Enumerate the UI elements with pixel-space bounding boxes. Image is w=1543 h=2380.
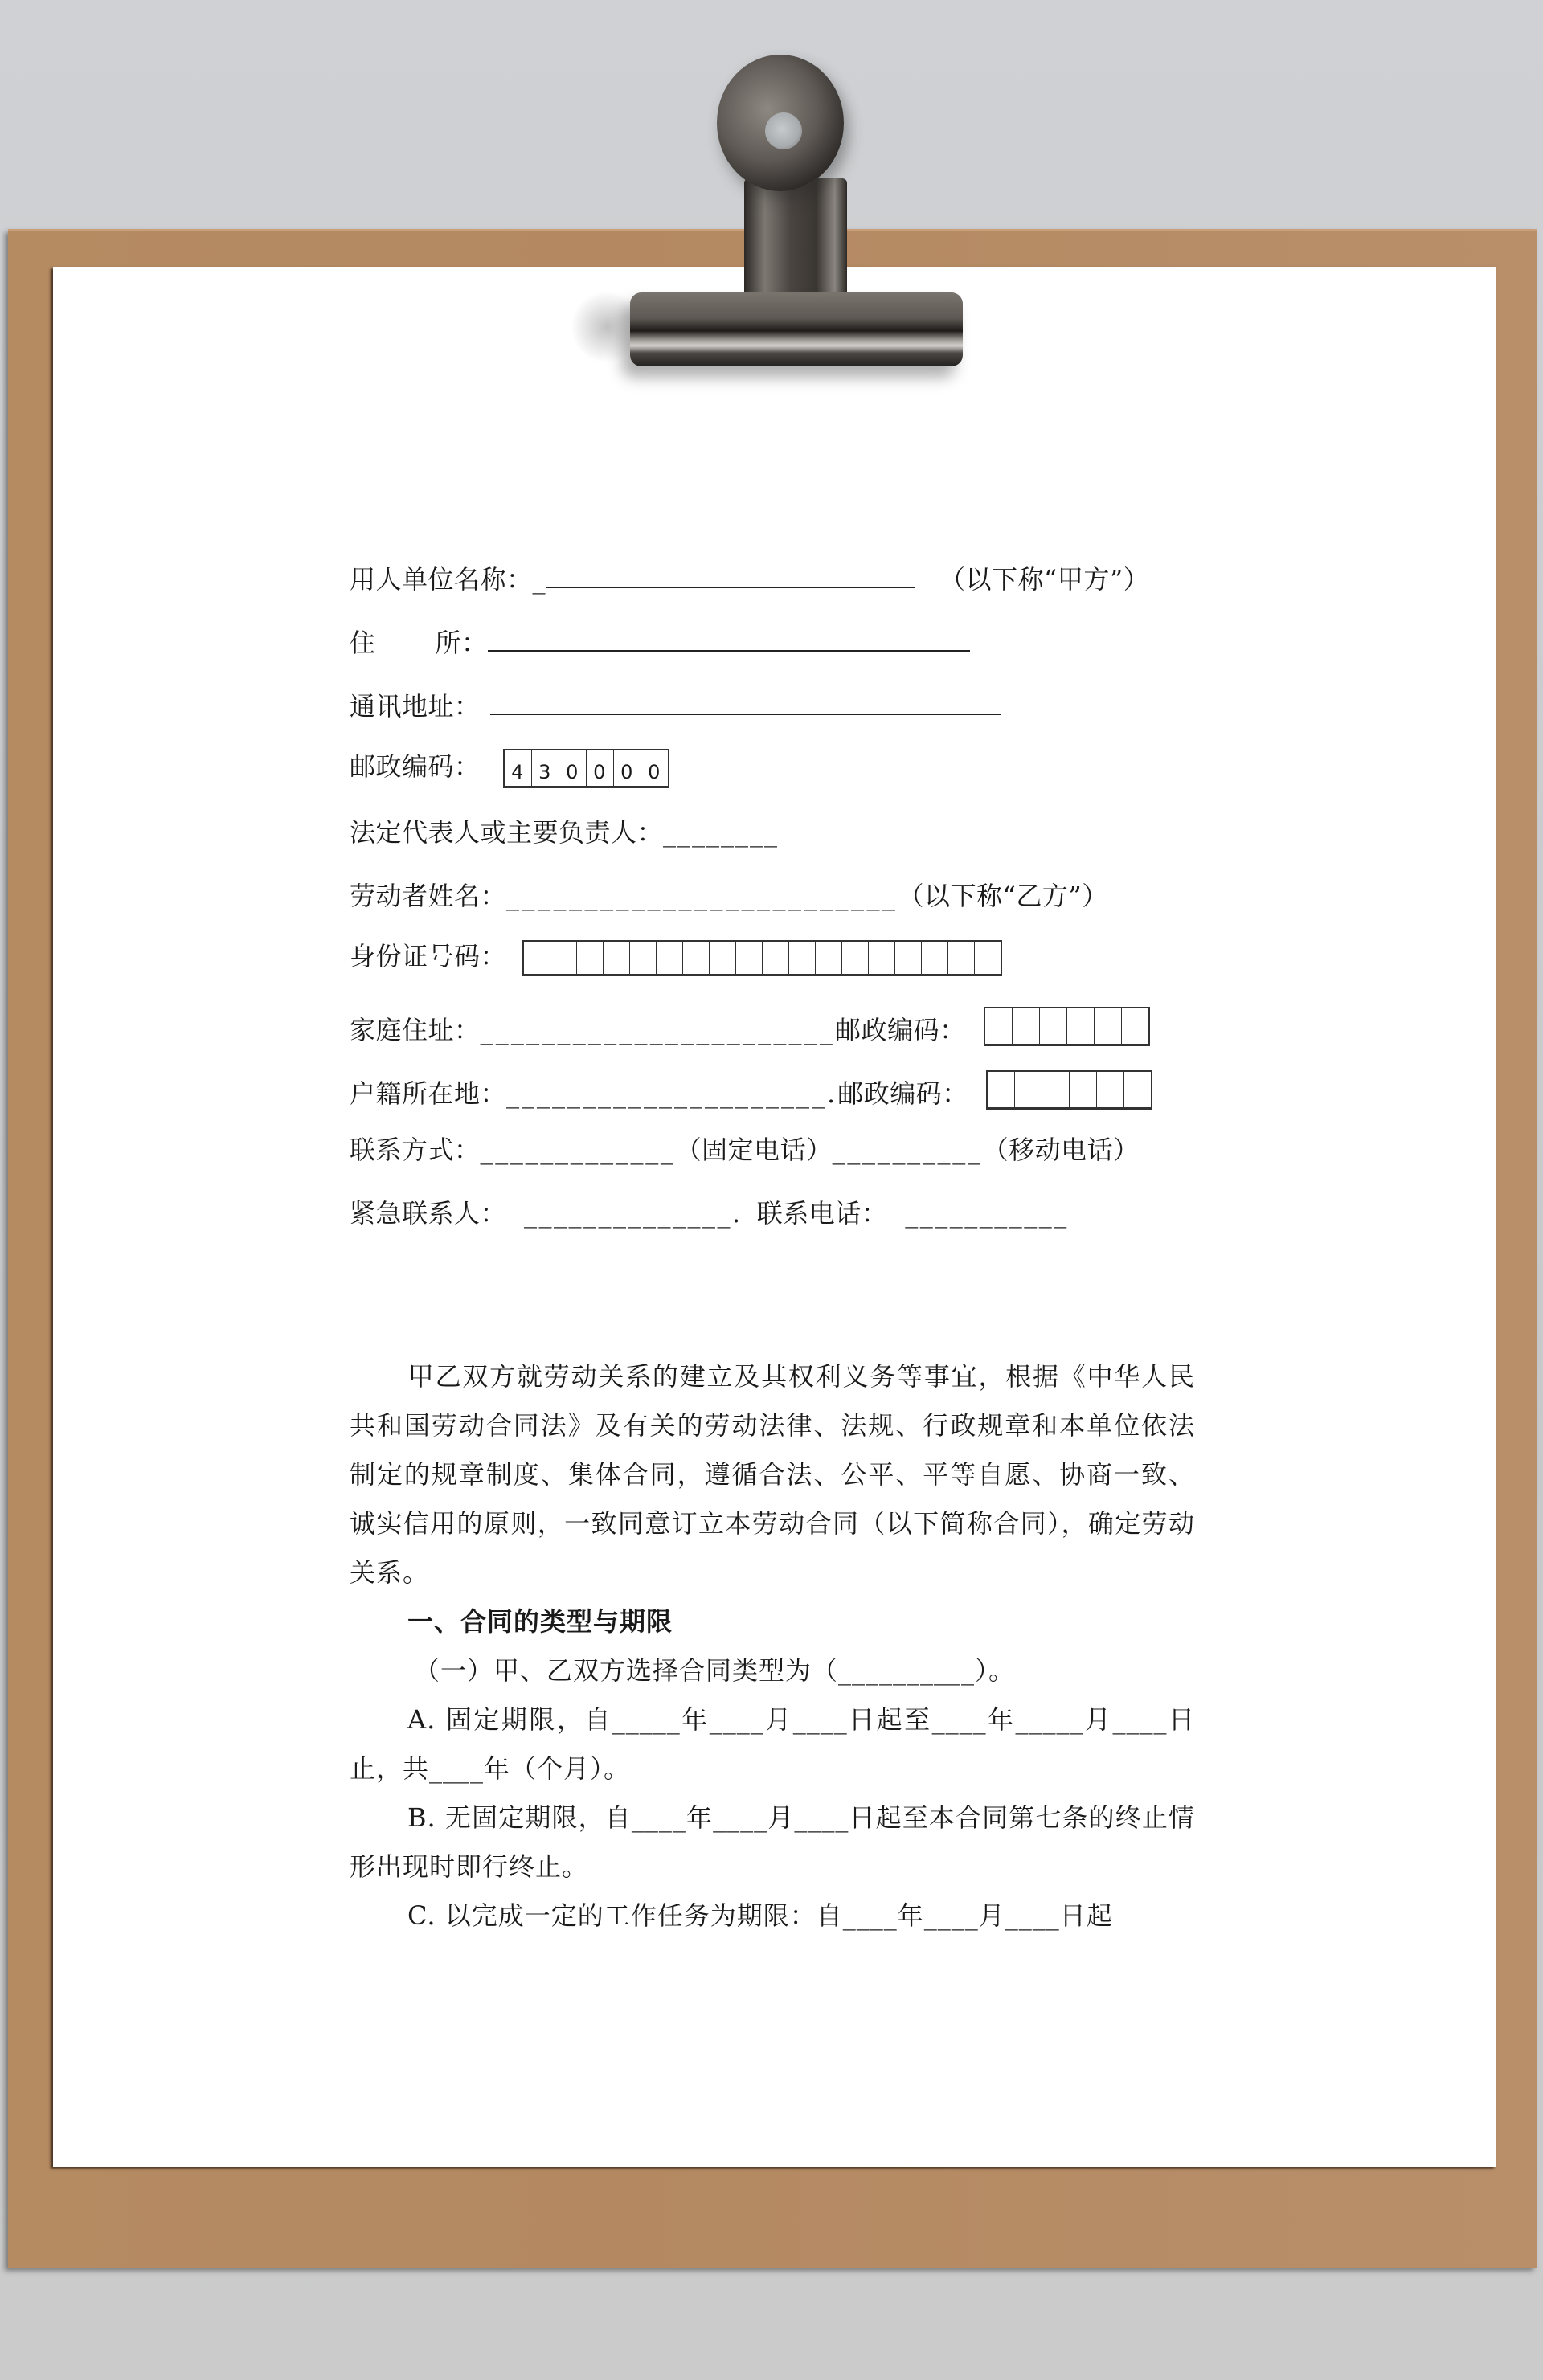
hukou-postal-boxes[interactable] (986, 1070, 1152, 1110)
hukou-postal-label: 邮政编码： (837, 1078, 968, 1109)
section-1-title: 一、合同的类型与期限 (407, 1606, 673, 1637)
id-digit-box (948, 942, 975, 974)
mailing-address-label: 通讯地址： (350, 691, 481, 722)
postal-box (1097, 1072, 1124, 1107)
postal-box (1040, 1008, 1067, 1044)
id-digit-box (630, 942, 657, 974)
postal-box (1015, 1072, 1042, 1107)
emergency-contact-field[interactable]: ______________. (524, 1198, 743, 1229)
mailing-address-field[interactable] (490, 689, 1001, 715)
emergency-contact-row (350, 1197, 1069, 1229)
option-a (350, 1695, 1195, 1793)
id-digit-box (789, 942, 816, 974)
id-digit-box (736, 942, 763, 974)
postal-digit: 0 (614, 750, 641, 786)
postal-box (1067, 1008, 1095, 1044)
id-digit-box (577, 942, 604, 974)
contact-row (350, 1134, 1140, 1166)
postal-box (1042, 1072, 1070, 1107)
mobile-label: （移动电话） (982, 1135, 1140, 1165)
home-address-row (350, 1007, 1150, 1046)
id-digit-box (842, 942, 869, 974)
id-digit-box (524, 942, 550, 974)
postal-code-row (350, 749, 669, 788)
postal-box (988, 1072, 1015, 1107)
hukou-label: 户籍所在地： (350, 1078, 507, 1109)
postal-box (1070, 1072, 1097, 1107)
id-digit-box (763, 942, 789, 974)
postal-box (1122, 1008, 1148, 1044)
hukou-field[interactable]: _____________________. (506, 1078, 838, 1109)
postal-box (1095, 1008, 1122, 1044)
postal-digit: 4 (505, 750, 532, 786)
home-postal-boxes[interactable] (984, 1007, 1150, 1046)
postal-code-boxes[interactable] (503, 749, 669, 788)
postal-box (1124, 1072, 1151, 1107)
id-digit-box (869, 942, 895, 974)
id-digit-box (604, 942, 630, 974)
option-b-text: B. 无固定期限，自____年____月____日起至本合同第七条的终止情形出现时即行终止。 (350, 1802, 1195, 1882)
id-number-label: 身份证号码： (350, 941, 507, 971)
employer-name-label: 用人单位名称： (350, 564, 533, 595)
section-1-heading (350, 1597, 1195, 1646)
id-number-boxes[interactable] (522, 940, 1002, 976)
hukou-row (350, 1070, 1152, 1110)
home-address-label: 家庭住址： (350, 1015, 481, 1045)
worker-name-field[interactable]: _________________________ (506, 881, 898, 911)
postal-digit: 0 (587, 750, 614, 786)
landline-field[interactable]: _____________ (480, 1135, 676, 1165)
option-c-text: C. 以完成一定的工作任务为期限：自____年____月____日起 (407, 1900, 1113, 1931)
contact-label: 联系方式： (350, 1135, 481, 1165)
option-b (350, 1793, 1195, 1891)
emergency-phone-field[interactable]: ___________ (905, 1198, 1069, 1229)
residence-row (350, 626, 970, 659)
postal-box (1013, 1008, 1040, 1044)
preamble-paragraph (350, 1352, 1195, 1597)
emergency-contact-label: 紧急联系人： (350, 1198, 507, 1229)
id-digit-box (895, 942, 922, 974)
clause-1 (350, 1646, 1195, 1695)
legal-rep-label: 法定代表人或主要负责人： (350, 817, 664, 848)
id-digit-box (550, 942, 577, 974)
worker-alias: （以下称“乙方”） (898, 881, 1108, 911)
postal-code-label: 邮政编码： (350, 751, 481, 782)
id-digit-box (710, 942, 736, 974)
id-number-row (350, 940, 1002, 976)
id-digit-box (683, 942, 710, 974)
employer-name-underline (546, 562, 915, 588)
worker-name-row (350, 880, 1108, 912)
residence-label-1: 住 (350, 628, 376, 658)
residence-label-2: 所： (435, 628, 488, 658)
option-a-text: A. 固定期限，自_____年____月____日起至____年_____月____日止，共____年（个月）。 (350, 1704, 1195, 1784)
mobile-field[interactable]: __________ (832, 1135, 983, 1165)
employer-name-field[interactable]: _ (533, 564, 916, 595)
emergency-phone-label: 联系电话： (756, 1198, 888, 1229)
mailing-address-row (350, 689, 1001, 722)
home-address-field[interactable]: _______________________ (480, 1015, 836, 1045)
id-digit-box (657, 942, 683, 974)
id-digit-box (975, 942, 1001, 974)
home-postal-label: 邮政编码： (835, 1015, 966, 1045)
legal-rep-field[interactable]: ________ (663, 817, 780, 848)
postal-box (985, 1008, 1013, 1044)
landline-label: （固定电话） (675, 1135, 833, 1165)
option-c (350, 1891, 1195, 1940)
postal-digit: 0 (559, 750, 587, 786)
id-digit-box (816, 942, 842, 974)
postal-digit: 3 (532, 750, 559, 786)
postal-digit: 0 (648, 761, 661, 783)
preamble-text: 甲乙双方就劳动关系的建立及其权利义务等事宜，根据《中华人民共和国劳动合同法》及有关的劳动法律、法规、行政规章和本单位依法制定的规章制度、集体合同，遵循合法、公平、平等自愿、协商一致、诚实信用的原则，一致同意订立本劳动合同（以下简称合同），确定劳动关系。 (350, 1361, 1195, 1588)
id-digit-box (922, 942, 948, 974)
employer-alias: （以下称“甲方”） (939, 564, 1150, 595)
residence-field[interactable] (488, 626, 970, 652)
legal-rep-row (350, 816, 779, 849)
employer-name-row (350, 562, 1149, 595)
clause-1-text: （一）甲、乙双方选择合同类型为（__________）。 (414, 1655, 1016, 1686)
worker-name-label: 劳动者姓名： (350, 881, 507, 911)
